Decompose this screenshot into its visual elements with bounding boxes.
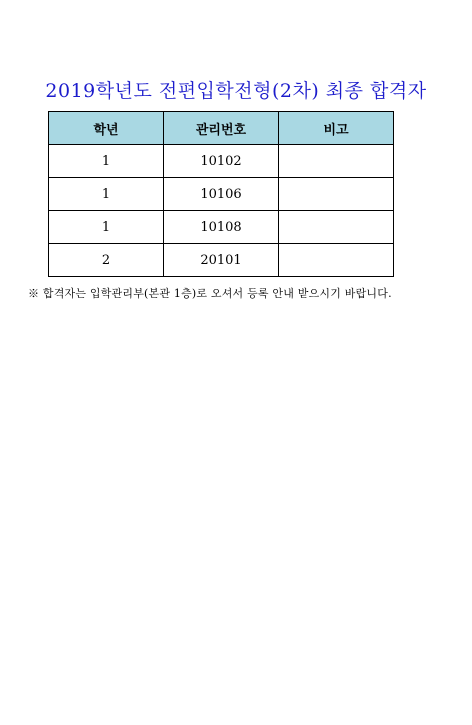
table-row [49, 145, 394, 178]
cell-grade: 1 [49, 211, 164, 244]
header-management-number: 관리번호 [164, 112, 279, 145]
table-row [49, 211, 394, 244]
cell-grade: 1 [49, 145, 164, 178]
page-title: 2019학년도 전편입학전형(2차) 최종 합격자 [45, 80, 427, 102]
cell-grade: 1 [49, 178, 164, 211]
cell-management-number: 20101 [164, 244, 279, 277]
cell-remarks [279, 145, 394, 178]
header-grade: 학년 [49, 112, 164, 145]
cell-management-number: 10102 [164, 145, 279, 178]
cell-remarks [279, 211, 394, 244]
table-header-row [49, 112, 394, 145]
header-remarks: 비고 [279, 112, 394, 145]
cell-remarks [279, 178, 394, 211]
cell-remarks [279, 244, 394, 277]
cell-grade: 2 [49, 244, 164, 277]
table-row [49, 244, 394, 277]
registration-note: ※ 합격자는 입학관리부(본관 1층)로 오셔서 등록 안내 받으시기 바랍니다. [28, 287, 392, 300]
cell-management-number: 10106 [164, 178, 279, 211]
results-table [48, 111, 394, 277]
cell-management-number: 10108 [164, 211, 279, 244]
table-row [49, 178, 394, 211]
